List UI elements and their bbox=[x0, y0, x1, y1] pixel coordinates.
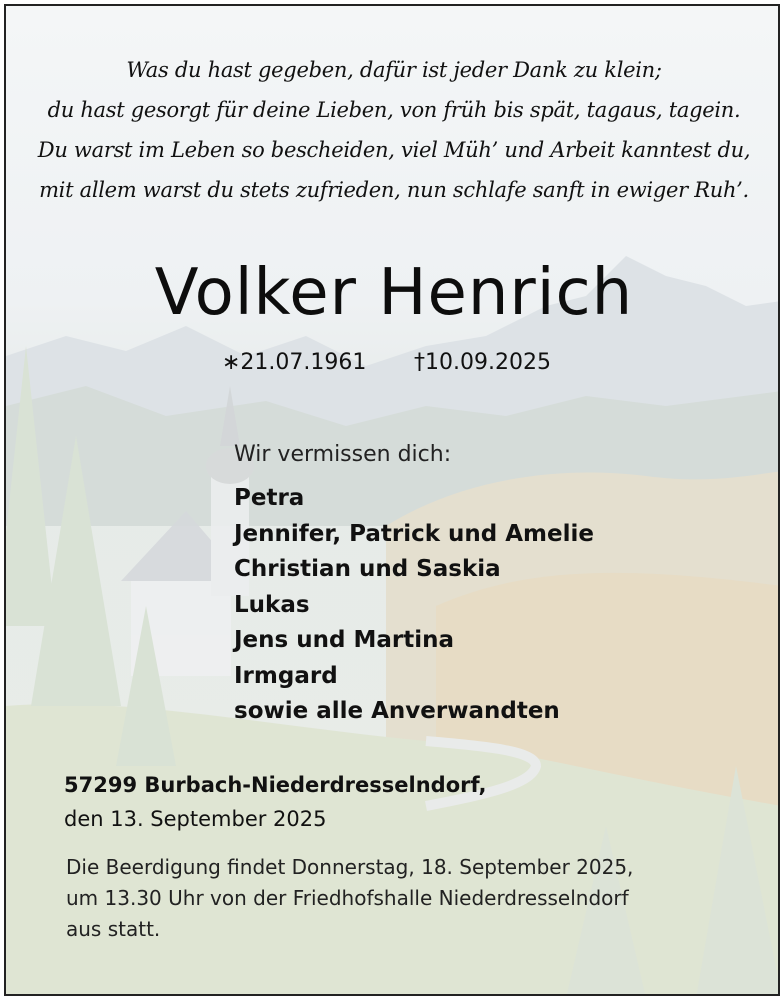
death-date: †10.09.2025 bbox=[414, 350, 551, 375]
mourner-name: Petra bbox=[234, 485, 305, 511]
mourner-name: Jennifer, Patrick und Amelie bbox=[234, 520, 594, 547]
location: 57299 Burbach-Niederdresselndorf, bbox=[64, 773, 487, 797]
funeral-line: Die Beerdigung findet Donnerstag, 18. September 2025, bbox=[66, 855, 634, 879]
obituary-card bbox=[4, 4, 780, 996]
mourner-name: Jens und Martina bbox=[234, 627, 454, 653]
verse-line: Was du hast gegeben, dafür ist jeder Dank zu klein; bbox=[126, 58, 662, 82]
mourner-name: sowie alle Anverwandten bbox=[234, 698, 560, 724]
funeral-notice bbox=[66, 852, 766, 945]
mourner-name: Irmgard bbox=[234, 662, 338, 689]
deceased-name: Volker Henrich bbox=[154, 256, 634, 330]
notice-date: den 13. September 2025 bbox=[64, 807, 327, 831]
mourners-list bbox=[234, 481, 594, 730]
funeral-line: um 13.30 Uhr von der Friedhofshalle Niederdresselndorf bbox=[66, 886, 629, 910]
funeral-line: aus statt. bbox=[66, 917, 161, 941]
place-and-date bbox=[64, 768, 486, 836]
verse-line: Du warst im Leben so bescheiden, viel Müh’ und Arbeit kanntest du, bbox=[37, 138, 751, 162]
mourner-name: Christian und Saskia bbox=[234, 556, 501, 582]
verse bbox=[6, 50, 780, 210]
verse-line: du hast gesorgt für deine Lieben, von früh bis spät, tagaus, tagein. bbox=[47, 98, 741, 122]
verse-line: mit allem warst du stets zufrieden, nun schlafe sanft in ewiger Ruh’. bbox=[39, 178, 749, 202]
mourners-intro: Wir vermissen dich: bbox=[234, 442, 452, 467]
birth-date: ∗21.07.1961 bbox=[222, 350, 367, 375]
mourner-name: Lukas bbox=[234, 591, 310, 618]
